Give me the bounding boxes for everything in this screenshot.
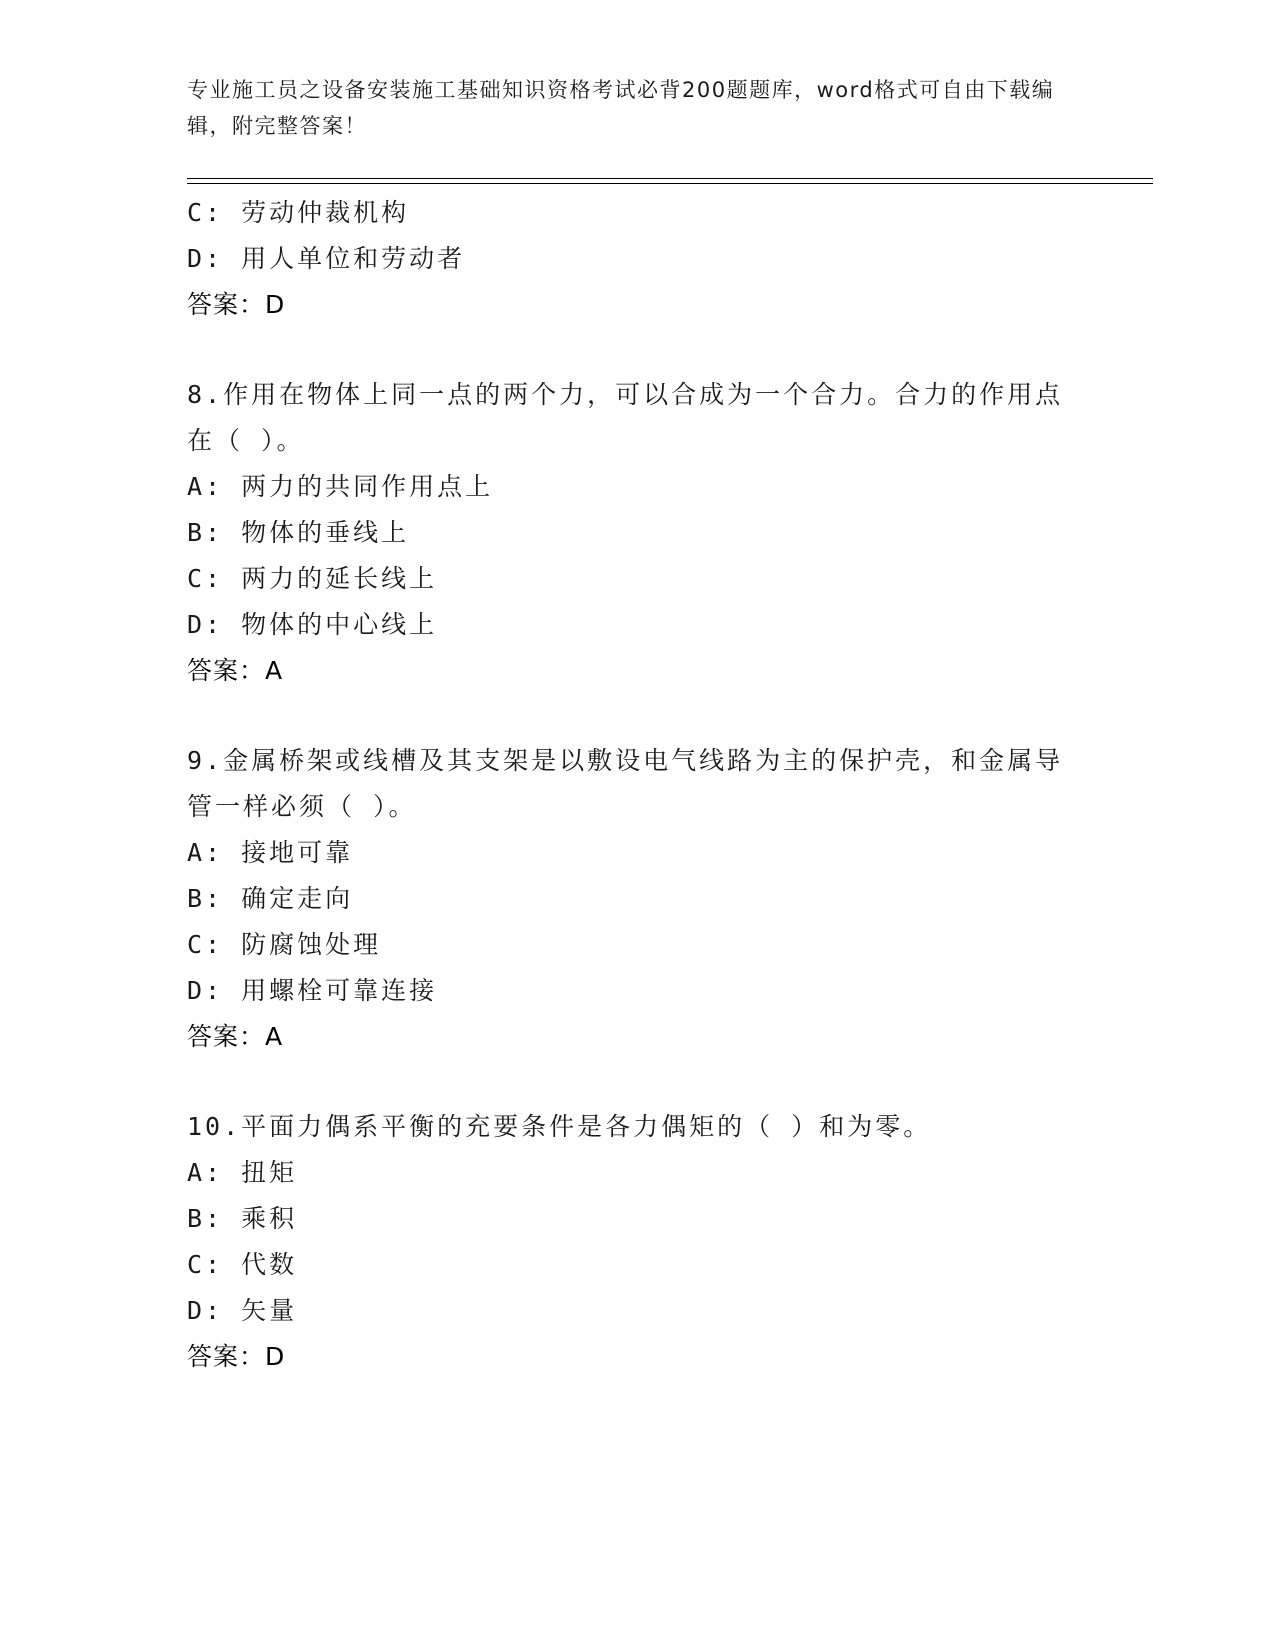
- question-9: [187, 738, 1067, 1060]
- option-a: A: 扭矩: [187, 1158, 298, 1187]
- answer-line: 答案：D: [187, 290, 286, 319]
- document-header: 专业施工员之设备安装施工基础知识资格考试必背200题题库，word格式可自由下载编辑，附完整答案！: [187, 78, 1055, 138]
- option-b: B: 乘积: [187, 1204, 298, 1233]
- question-stem: 10.平面力偶系平衡的充要条件是各力偶矩的（ ）和为零。: [187, 1112, 932, 1141]
- answer-line: 答案：A: [187, 656, 284, 685]
- option-d: D: 物体的中心线上: [187, 610, 438, 639]
- answer-line: 答案：A: [187, 1022, 284, 1051]
- question-stem: 9.金属桥架或线槽及其支架是以敷设电气线路为主的保护壳，和金属导管一样必须（ ）。: [187, 746, 1064, 821]
- question-7-continued: [187, 190, 1067, 328]
- answer-line: 答案：D: [187, 1342, 286, 1371]
- option-a: A: 接地可靠: [187, 838, 354, 867]
- option-d: D: 矢量: [187, 1296, 298, 1325]
- option-c: C: 两力的延长线上: [187, 564, 438, 593]
- option-b: B: 确定走向: [187, 884, 354, 913]
- option-c: C: 代数: [187, 1250, 298, 1279]
- question-8: [187, 372, 1067, 694]
- option-d: D: 用人单位和劳动者: [187, 244, 466, 273]
- option-c: C: 防腐蚀处理: [187, 930, 382, 959]
- option-d: D: 用螺栓可靠连接: [187, 976, 438, 1005]
- option-a: A: 两力的共同作用点上: [187, 472, 494, 501]
- question-10: [187, 1104, 1067, 1380]
- option-b: B: 物体的垂线上: [187, 518, 410, 547]
- question-stem: 8.作用在物体上同一点的两个力，可以合成为一个合力。合力的作用点在（ ）。: [187, 380, 1064, 455]
- header-divider-top: [187, 178, 1153, 179]
- header-divider-bottom: [187, 183, 1153, 184]
- option-c: C: 劳动仲裁机构: [187, 198, 410, 227]
- question-list: [187, 190, 1067, 1424]
